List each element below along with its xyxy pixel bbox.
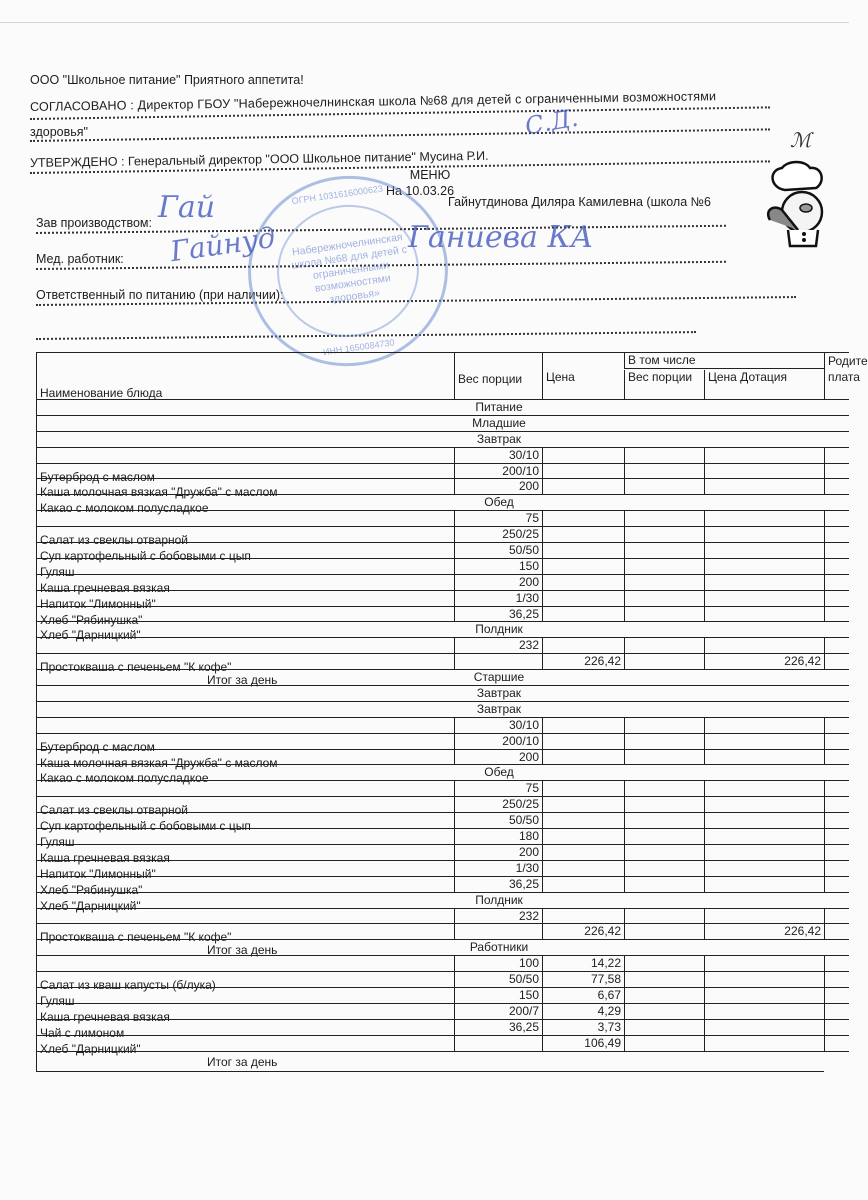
price-subsidy [704,591,824,606]
parent-pay [824,877,849,892]
total-price: 106,49 [542,1036,624,1051]
day-total-label: Итог за день [207,673,278,688]
total-subsidy: 226,42 [704,654,824,669]
parent-pay [824,1036,849,1051]
table-row [36,511,849,527]
meal-title [36,622,849,643]
group-title-label: Старшие [473,670,525,685]
dish-name-cell [36,575,454,595]
sub-portion-weight [624,638,704,653]
portion-weight: 232 [454,638,542,653]
section-nutrition [36,400,849,416]
dish-name: Простокваша с печеньем "К кофе" [40,660,232,675]
table-row [36,924,849,945]
price [542,464,624,479]
table-row [36,1019,849,1040]
parent-pay [824,718,849,733]
price: 6,67 [542,988,624,1003]
header-parent-pay-1: Родите [828,354,868,368]
section-nutrition-label: Питание [475,400,523,414]
dish-name: Хлеб "Дарницкий" [40,1041,141,1056]
portion-weight: 150 [454,988,542,1003]
dish-name-cell [36,797,454,818]
table-row [36,749,849,770]
price-subsidy [704,909,824,924]
dish-name: Гуляш [40,564,75,579]
portion-weight: 75 [454,781,542,796]
table-row [36,972,849,993]
table-row [36,956,849,972]
signature-approver: ℳ [790,128,812,152]
sub-portion-weight [624,575,704,590]
dish-name-cell [36,559,454,579]
meal-title-label: Полдник [475,892,523,907]
meal-title [36,892,849,913]
parent-pay [824,1020,849,1035]
portion-weight: 36,25 [454,1020,542,1035]
price-subsidy [704,559,824,574]
price-subsidy [704,575,824,590]
menu-table [36,352,868,1072]
sub-portion-weight [624,734,704,749]
dish-name-cell [36,543,454,564]
price [542,877,624,892]
dish-name: Салат из свеклы отварной [40,803,189,818]
price-subsidy [704,607,824,622]
portion-weight: 200/10 [454,464,542,479]
agreed-line: СОГЛАСОВАНО : Директор ГБОУ "Набережночелнинская школа №68 для детей с ограниченными возможностями [29,89,717,114]
meal-title-label: Обед [484,765,514,780]
sub-portion-weight [624,988,704,1003]
price [542,797,624,812]
table-row [36,733,849,754]
signature-production-head: Гай [158,190,216,225]
portion-weight: 50/50 [454,543,542,558]
price-subsidy [704,972,824,987]
signature-medic: Гайнуд [168,220,278,269]
approved-line: УТВЕРЖДЕНО : Генеральный директор "ООО Школьное питание" Мусина Р.И. [29,148,489,170]
price [542,734,624,749]
portion-weight: 200 [454,845,542,860]
dish-name-cell [36,638,454,653]
table-row [36,829,849,850]
parent-pay [824,972,849,987]
group-title-label: Работники [469,940,529,955]
price-subsidy [704,750,824,765]
production-head-name: Гайнутдинова Диляра Камилевна (школа №6 [448,195,711,209]
portion-weight: 200 [454,750,542,765]
price-subsidy [704,479,824,494]
meal-title-label: Завтрак [476,431,522,446]
portion-weight: 1/30 [454,861,542,876]
sub-portion-weight [624,909,704,924]
parent-pay [824,559,849,574]
agreed-line-cont: здоровья" [30,125,88,139]
portion-weight: 75 [454,511,542,526]
meal-title-label: Обед [484,495,514,510]
meal-title-label: Завтрак [476,701,522,716]
portion-weight: 36,25 [454,877,542,892]
table-row [36,876,849,897]
portion-weight: 250/25 [454,797,542,812]
parent-pay [824,909,849,924]
parent-pay [824,607,849,622]
dish-name-cell [36,988,454,1008]
dish-name-cell [36,1020,454,1040]
stamp-ring-bottom: ИНН 1650084730 [322,337,396,358]
meal-title [36,686,849,702]
price [542,479,624,494]
header-portion-weight: Вес порции [458,372,523,386]
portion-weight: 200 [454,479,542,494]
dish-name-cell [36,956,454,971]
dish-name: Каша гречневая вязкая [40,1009,170,1024]
sub-portion-weight [624,924,704,939]
dish-name-cell [36,448,454,463]
dish-name: Хлеб "Дарницкий" [40,898,141,913]
sub-portion-weight [624,607,704,622]
header-price-subsidy: Цена Дотация [704,370,824,399]
parent-pay [824,527,849,542]
header-parent-pay-cell [824,353,868,399]
price [542,750,624,765]
meal-title-label: Завтрак [476,686,522,701]
price: 3,73 [542,1020,624,1035]
price-subsidy [704,448,824,463]
sub-portion-weight [624,543,704,558]
dish-name: Хлеб "Рябинушка" [40,882,143,897]
parent-pay [824,750,849,765]
table-row [36,606,849,627]
price-subsidy [704,845,824,860]
table-row [36,909,849,925]
dish-name: Напиток "Лимонный" [40,596,156,611]
portion-weight: 100 [454,956,542,971]
table-header [36,352,868,400]
sub-portion-weight [624,1036,704,1051]
dish-name-cell [36,909,454,924]
sub-portion-weight [624,829,704,844]
portion-weight: 200/10 [454,734,542,749]
price [542,781,624,796]
price [542,909,624,924]
portion-weight: 36,25 [454,607,542,622]
parent-pay [824,543,849,558]
dish-name: Чай с лимоном [40,1025,125,1040]
portion-weight: 30/10 [454,448,542,463]
meal-title [36,702,849,718]
price [542,591,624,606]
responsible-label: Ответственный по питанию (при наличии): [36,288,284,302]
dish-name: Напиток "Лимонный" [40,866,156,881]
price-subsidy [704,956,824,971]
dish-name: Гуляш [40,993,75,1008]
price-subsidy [704,797,824,812]
sub-portion-weight [624,845,704,860]
table-row [36,718,849,734]
portion-weight [454,654,542,669]
price-subsidy [704,511,824,526]
dish-name-cell [36,607,454,627]
parent-pay [824,654,849,669]
day-total-row [36,670,849,686]
price-subsidy [704,718,824,733]
signature-medic-name: Ганиева КА [408,220,594,255]
header-dish-name-cell [36,353,454,399]
sub-portion-weight [624,511,704,526]
group-title-label: Младшие [472,415,526,430]
header-parent-pay-2: плата [828,370,860,384]
table-row [36,590,849,611]
sub-portion-weight [624,972,704,987]
sub-portion-weight [624,1020,704,1035]
parent-pay [824,861,849,876]
dish-name: Суп картофельный с бобовыми с цып [40,819,251,834]
menu-title: МЕНЮ [409,168,451,182]
dish-name-cell [36,734,454,754]
table-row [36,527,849,548]
sub-portion-weight [624,591,704,606]
price [542,718,624,733]
price-subsidy [704,877,824,892]
dish-name: Салат из кваш капусты (б/лука) [40,978,216,993]
header-sub-portion-weight: Вес порции [624,370,704,399]
production-head-label: Зав производством: [36,216,152,230]
table-row [36,654,849,675]
table-row [36,860,849,881]
dish-name: Какао с молоком полусладкое [40,771,209,786]
dish-name-cell [36,829,454,850]
price-subsidy [704,734,824,749]
table-row [36,558,849,579]
table-row [36,1003,849,1024]
price [542,607,624,622]
parent-pay [824,781,849,796]
parent-pay [824,797,849,812]
table-row [36,463,849,484]
parent-pay [824,956,849,971]
sub-portion-weight [624,654,704,669]
table-row [36,797,849,818]
portion-weight: 150 [454,559,542,574]
parent-pay [824,638,849,653]
sub-portion-weight [624,877,704,892]
dish-name-cell [36,972,454,993]
total-price: 226,42 [542,654,624,669]
portion-weight: 30/10 [454,718,542,733]
sub-portion-weight [624,1004,704,1019]
dish-name: Какао с молоком полусладкое [40,501,209,516]
dish-name: Салат из свеклы отварной [40,533,189,548]
dish-name: Каша гречневая вязкая [40,580,170,595]
company-line: ООО "Школьное питание" Приятного аппетита! [30,73,304,87]
day-total-label: Итог за день [207,1054,278,1069]
price-subsidy [704,861,824,876]
sub-portion-weight [624,464,704,479]
table-row [36,1035,849,1056]
price [542,845,624,860]
dish-name-cell [36,527,454,548]
day-total-row [36,1052,824,1072]
price [542,575,624,590]
dish-name-cell [36,781,454,796]
dish-name-cell [36,1004,454,1024]
portion-weight: 1/30 [454,591,542,606]
dish-name: Каша молочная вязкая "Дружба" с маслом [40,755,278,770]
price [542,813,624,828]
dish-name-cell [36,861,454,881]
meal-title-label: Полдник [475,622,523,637]
price-subsidy [704,988,824,1003]
table-row [36,574,849,595]
price-subsidy [704,1036,824,1051]
sub-portion-weight [624,718,704,733]
portion-weight: 200 [454,575,542,590]
parent-pay [824,813,849,828]
dish-name: Гуляш [40,835,75,850]
portion-weight: 232 [454,909,542,924]
sub-portion-weight [624,861,704,876]
price-subsidy [704,781,824,796]
price-subsidy [704,829,824,844]
dish-name-cell [36,464,454,484]
medic-label: Мед. работник: [36,252,124,266]
parent-pay [824,845,849,860]
dish-name: Хлеб "Рябинушка" [40,612,143,627]
scan-line [0,22,849,23]
table-row [36,781,849,797]
parent-pay [824,575,849,590]
sub-portion-weight [624,559,704,574]
table-body [36,400,849,1072]
table-row [36,448,849,464]
table-row [36,543,849,564]
dish-name-cell [36,591,454,611]
header-price: Цена [546,370,575,384]
header-dish-name: Наименование блюда [40,386,163,400]
table-row [36,844,849,865]
meal-title [36,495,849,516]
sub-portion-weight [624,813,704,828]
header-portion-weight-cell [454,353,542,399]
sub-portion-weight [624,781,704,796]
price [542,543,624,558]
price [542,861,624,876]
day-total-row [36,940,849,956]
dish-name-cell [36,654,454,675]
price: 14,22 [542,956,624,971]
dish-name-cell [36,511,454,526]
parent-pay [824,988,849,1003]
dish-name: Бутерброд с маслом [40,469,155,484]
parent-pay [824,464,849,479]
dish-name: Суп картофельный с бобовыми с цып [40,549,251,564]
menu-date: На 10.03.26 [385,184,455,198]
price-subsidy [704,813,824,828]
price-subsidy [704,464,824,479]
portion-weight: 50/50 [454,813,542,828]
parent-pay [824,1004,849,1019]
total-subsidy: 226,42 [704,924,824,939]
sub-portion-weight [624,448,704,463]
header-including: В том числе [624,353,824,369]
table-row [36,987,849,1008]
dish-name: Каша молочная вязкая "Дружба" с маслом [40,485,278,500]
portion-weight: 200/7 [454,1004,542,1019]
dish-name: Бутерброд с маслом [40,739,155,754]
price [542,829,624,844]
stamp-ring-top: ОГРН 1031616000623 [291,183,384,207]
group-title [36,416,849,432]
portion-weight [454,924,542,939]
dish-name-cell [36,813,454,834]
parent-pay [824,924,849,939]
meal-title [36,765,849,786]
price-subsidy [704,543,824,558]
sub-portion-weight [624,479,704,494]
dotted-line [30,128,770,142]
stamp-center-text: Набережночелнинская школа №68 для детей с ограниченными возможностями здоровья» [290,231,408,306]
dish-name-cell [36,845,454,865]
dish-name-cell [36,750,454,770]
meal-title [36,432,849,448]
price-subsidy [704,1020,824,1035]
table-row [36,813,849,834]
parent-pay [824,511,849,526]
day-total-label: Итог за день [207,943,278,958]
header-price-cell [542,353,624,399]
sub-portion-weight [624,797,704,812]
price: 4,29 [542,1004,624,1019]
price [542,448,624,463]
price [542,638,624,653]
price-subsidy [704,1004,824,1019]
dish-name-cell [36,924,454,945]
dish-name: Хлеб "Дарницкий" [40,628,141,643]
total-price: 226,42 [542,924,624,939]
parent-pay [824,591,849,606]
parent-pay [824,734,849,749]
signature-director: С.Д. [522,103,581,141]
portion-weight: 50/50 [454,972,542,987]
price-subsidy [704,527,824,542]
sub-portion-weight [624,956,704,971]
dish-name-cell [36,479,454,500]
table-row [36,479,849,500]
price: 77,58 [542,972,624,987]
chef-logo-icon [760,160,840,250]
price [542,527,624,542]
dish-name: Простокваша с печеньем "К кофе" [40,930,232,945]
portion-weight: 250/25 [454,527,542,542]
price [542,511,624,526]
dish-name-cell [36,1036,454,1056]
dish-name-cell [36,718,454,733]
parent-pay [824,479,849,494]
portion-weight [454,1036,542,1051]
parent-pay [824,448,849,463]
sub-portion-weight [624,527,704,542]
dish-name-cell [36,877,454,897]
table-row [36,638,849,654]
dish-name: Каша гречневая вязкая [40,850,170,865]
price [542,559,624,574]
price-subsidy [704,638,824,653]
sub-portion-weight [624,750,704,765]
parent-pay [824,829,849,844]
portion-weight: 180 [454,829,542,844]
